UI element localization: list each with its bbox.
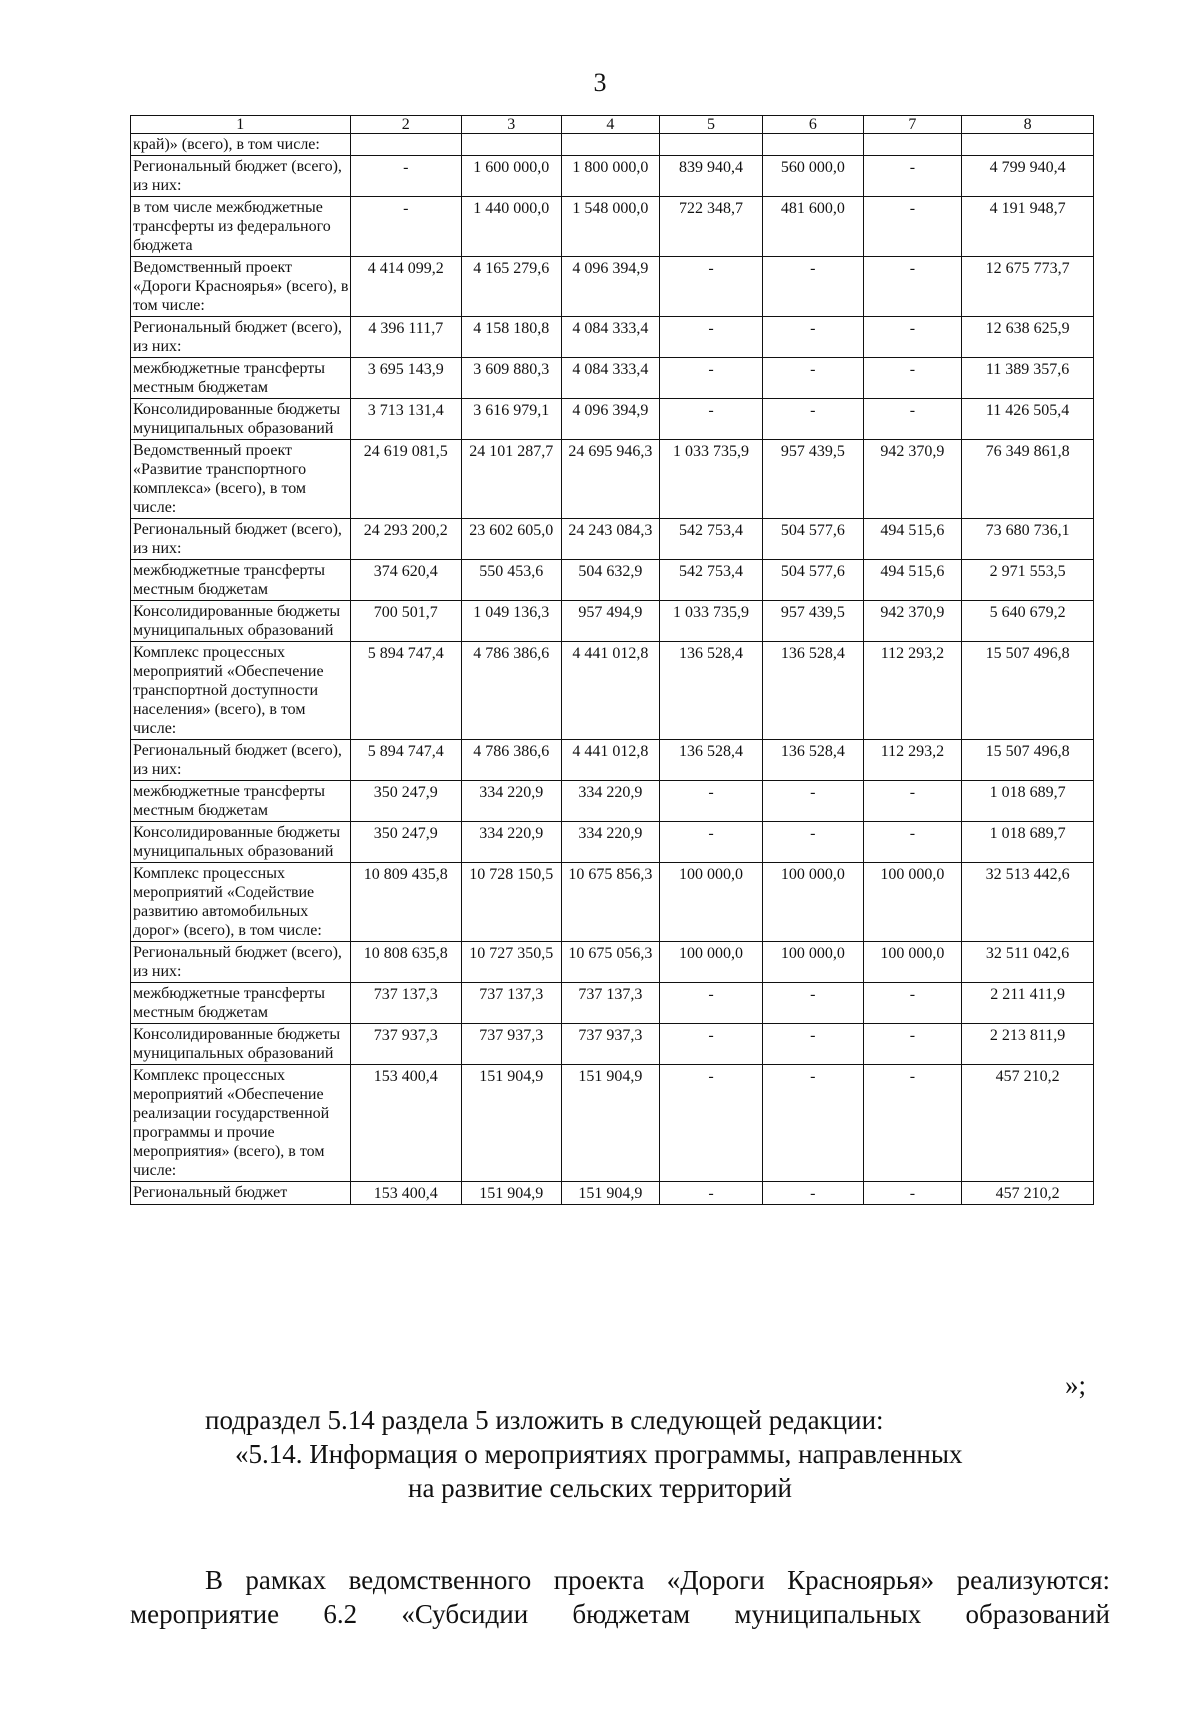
value-cell: - [863, 1182, 962, 1205]
value-cell: 957 439,5 [762, 440, 863, 519]
value-cell: 1 033 735,9 [660, 601, 763, 642]
table-row [131, 399, 1094, 440]
value-cell: 10 808 635,8 [350, 942, 461, 983]
row-label: межбюджетные трансферты местным бюджетам [131, 560, 351, 601]
value-cell: 3 616 979,1 [461, 399, 561, 440]
budget-table [130, 115, 1094, 1205]
value-cell: 1 049 136,3 [461, 601, 561, 642]
value-cell: 942 370,9 [863, 440, 962, 519]
value-cell: 5 894 747,4 [350, 642, 461, 740]
value-cell: 5 640 679,2 [962, 601, 1094, 642]
table-row [131, 942, 1094, 983]
value-cell: 4 441 012,8 [561, 642, 660, 740]
value-cell: 722 348,7 [660, 197, 763, 257]
row-label: Ведомственный проект «Дороги Красноярья» (всего), в том числе: [131, 257, 351, 317]
value-cell: 112 293,2 [863, 642, 962, 740]
value-cell: 100 000,0 [660, 863, 763, 942]
value-cell: 15 507 496,8 [962, 642, 1094, 740]
value-cell: - [863, 822, 962, 863]
value-cell: - [762, 822, 863, 863]
value-cell: 737 137,3 [461, 983, 561, 1024]
value-cell: 374 620,4 [350, 560, 461, 601]
value-cell: 12 675 773,7 [962, 257, 1094, 317]
table-header-row [131, 116, 1094, 134]
value-cell: 737 137,3 [561, 983, 660, 1024]
value-cell: - [762, 983, 863, 1024]
row-label: межбюджетные трансферты местным бюджетам [131, 358, 351, 399]
value-cell: 504 632,9 [561, 560, 660, 601]
value-cell: 957 439,5 [762, 601, 863, 642]
value-cell: 76 349 861,8 [962, 440, 1094, 519]
value-cell: - [660, 1065, 763, 1182]
value-cell: - [762, 1182, 863, 1205]
row-label: Региональный бюджет (всего), из них: [131, 942, 351, 983]
value-cell [863, 134, 962, 156]
row-label: Региональный бюджет (всего), из них: [131, 317, 351, 358]
value-cell: 11 389 357,6 [962, 358, 1094, 399]
value-cell [461, 134, 561, 156]
column-header: 7 [863, 116, 962, 134]
row-label: край)» (всего), в том числе: [131, 134, 351, 156]
table-row [131, 317, 1094, 358]
row-label: межбюджетные трансферты местным бюджетам [131, 983, 351, 1024]
value-cell: - [762, 257, 863, 317]
value-cell: - [660, 358, 763, 399]
value-cell: 1 800 000,0 [561, 156, 660, 197]
column-header: 8 [962, 116, 1094, 134]
value-cell: 73 680 736,1 [962, 519, 1094, 560]
value-cell: 4 799 940,4 [962, 156, 1094, 197]
value-cell: 100 000,0 [762, 942, 863, 983]
column-header: 1 [131, 116, 351, 134]
value-cell: 2 213 811,9 [962, 1024, 1094, 1065]
value-cell: 2 211 411,9 [962, 983, 1094, 1024]
value-cell: 481 600,0 [762, 197, 863, 257]
table-row [131, 1024, 1094, 1065]
value-cell: 457 210,2 [962, 1065, 1094, 1182]
value-cell: - [863, 781, 962, 822]
row-label: Региональный бюджет (всего), из них: [131, 519, 351, 560]
table-row [131, 1065, 1094, 1182]
table-row [131, 519, 1094, 560]
value-cell: 151 904,9 [561, 1182, 660, 1205]
value-cell: 151 904,9 [461, 1182, 561, 1205]
row-label: Региональный бюджет (всего), из них: [131, 740, 351, 781]
table-row [131, 642, 1094, 740]
value-cell: - [660, 1182, 763, 1205]
value-cell: - [863, 156, 962, 197]
paragraph-line-1: В рамках ведомственного проекта «Дороги Красноярья» реализуются: [205, 1565, 1110, 1595]
value-cell: 24 101 287,7 [461, 440, 561, 519]
value-cell: 4 158 180,8 [461, 317, 561, 358]
value-cell: 4 414 099,2 [350, 257, 461, 317]
value-cell [762, 134, 863, 156]
value-cell: - [863, 399, 962, 440]
column-header: 4 [561, 116, 660, 134]
value-cell: - [762, 1024, 863, 1065]
value-cell: - [863, 358, 962, 399]
page-number: 3 [593, 68, 607, 97]
value-cell: 700 501,7 [350, 601, 461, 642]
column-header: 2 [350, 116, 461, 134]
table-row [131, 440, 1094, 519]
table-row [131, 740, 1094, 781]
value-cell: 3 713 131,4 [350, 399, 461, 440]
value-cell: 957 494,9 [561, 601, 660, 642]
value-cell: - [350, 156, 461, 197]
value-cell: 24 293 200,2 [350, 519, 461, 560]
value-cell [350, 134, 461, 156]
closing-quote: »; [1065, 1370, 1087, 1400]
value-cell [561, 134, 660, 156]
value-cell: 24 243 084,3 [561, 519, 660, 560]
value-cell: 1 548 000,0 [561, 197, 660, 257]
value-cell: 100 000,0 [863, 942, 962, 983]
value-cell: 839 940,4 [660, 156, 763, 197]
value-cell: 4 441 012,8 [561, 740, 660, 781]
value-cell: - [660, 983, 763, 1024]
paragraph-line-2: мероприятие 6.2 «Субсидии бюджетам муниципальных образований [130, 1599, 1110, 1629]
value-cell: 151 904,9 [461, 1065, 561, 1182]
value-cell: 4 096 394,9 [561, 399, 660, 440]
value-cell: 4 084 333,4 [561, 358, 660, 399]
row-label: межбюджетные трансферты местным бюджетам [131, 781, 351, 822]
value-cell: 4 191 948,7 [962, 197, 1094, 257]
value-cell: 737 137,3 [350, 983, 461, 1024]
table-row [131, 781, 1094, 822]
row-label: Консолидированные бюджеты муниципальных образований [131, 601, 351, 642]
value-cell: - [863, 983, 962, 1024]
value-cell: 4 084 333,4 [561, 317, 660, 358]
value-cell: - [660, 317, 763, 358]
table-row [131, 257, 1094, 317]
value-cell: 24 695 946,3 [561, 440, 660, 519]
value-cell [962, 134, 1094, 156]
row-label: Консолидированные бюджеты муниципальных образований [131, 1024, 351, 1065]
row-label: Региональный бюджет (всего), из них: [131, 156, 351, 197]
column-header: 5 [660, 116, 763, 134]
value-cell: 10 675 856,3 [561, 863, 660, 942]
column-header: 3 [461, 116, 561, 134]
value-cell: 151 904,9 [561, 1065, 660, 1182]
value-cell: 542 753,4 [660, 519, 763, 560]
value-cell: - [660, 399, 763, 440]
value-cell: 136 528,4 [660, 740, 763, 781]
row-label: Комплекс процессных мероприятий «Содействие развитию автомобильных дорог» (всего), в том числе: [131, 863, 351, 942]
value-cell: 136 528,4 [762, 740, 863, 781]
value-cell: 12 638 625,9 [962, 317, 1094, 358]
row-label: в том числе межбюджетные трансферты из федерального бюджета [131, 197, 351, 257]
table-row [131, 822, 1094, 863]
value-cell: 2 971 553,5 [962, 560, 1094, 601]
value-cell: 10 727 350,5 [461, 942, 561, 983]
value-cell: 457 210,2 [962, 1182, 1094, 1205]
row-label: Консолидированные бюджеты муниципальных образований [131, 399, 351, 440]
table-row [131, 134, 1094, 156]
row-label: Ведомственный проект «Развитие транспортного комплекса» (всего), в том числе: [131, 440, 351, 519]
table-row [131, 197, 1094, 257]
value-cell: 1 018 689,7 [962, 781, 1094, 822]
value-cell: 504 577,6 [762, 560, 863, 601]
value-cell: 5 894 747,4 [350, 740, 461, 781]
value-cell: - [762, 358, 863, 399]
value-cell: 4 396 111,7 [350, 317, 461, 358]
value-cell: 942 370,9 [863, 601, 962, 642]
section-title-line-2: на развитие сельских территорий [408, 1473, 792, 1503]
value-cell: 15 507 496,8 [962, 740, 1094, 781]
value-cell: 494 515,6 [863, 560, 962, 601]
value-cell: 334 220,9 [461, 781, 561, 822]
value-cell: 11 426 505,4 [962, 399, 1094, 440]
value-cell: 737 937,3 [461, 1024, 561, 1065]
value-cell: - [762, 399, 863, 440]
value-cell: 10 809 435,8 [350, 863, 461, 942]
value-cell: 1 440 000,0 [461, 197, 561, 257]
value-cell: 350 247,9 [350, 781, 461, 822]
column-header: 6 [762, 116, 863, 134]
section-title-line-1: «5.14. Информация о мероприятиях программы, направленных [235, 1439, 963, 1469]
row-label: Комплекс процессных мероприятий «Обеспечение реализации государственной программы и прочие мероприятия» (всего), в том числе: [131, 1065, 351, 1182]
value-cell: 334 220,9 [461, 822, 561, 863]
table-row [131, 156, 1094, 197]
value-cell: 100 000,0 [762, 863, 863, 942]
value-cell: 550 453,6 [461, 560, 561, 601]
value-cell: 737 937,3 [350, 1024, 461, 1065]
row-label: Консолидированные бюджеты муниципальных образований [131, 822, 351, 863]
value-cell: 4 786 386,6 [461, 740, 561, 781]
value-cell: 3 609 880,3 [461, 358, 561, 399]
value-cell: 10 675 056,3 [561, 942, 660, 983]
value-cell: 153 400,4 [350, 1182, 461, 1205]
value-cell: 100 000,0 [863, 863, 962, 942]
amendment-line: подраздел 5.14 раздела 5 изложить в следующей редакции: [205, 1405, 884, 1435]
value-cell: 4 096 394,9 [561, 257, 660, 317]
value-cell: 560 000,0 [762, 156, 863, 197]
table-row [131, 601, 1094, 642]
value-cell: 504 577,6 [762, 519, 863, 560]
value-cell: - [660, 257, 763, 317]
value-cell: 136 528,4 [762, 642, 863, 740]
value-cell: 3 695 143,9 [350, 358, 461, 399]
value-cell: - [762, 317, 863, 358]
value-cell: - [863, 1065, 962, 1182]
value-cell: - [660, 781, 763, 822]
row-label: Комплекс процессных мероприятий «Обеспечение транспортной доступности населения» (всего), в том числе: [131, 642, 351, 740]
value-cell: 334 220,9 [561, 822, 660, 863]
value-cell: 4 165 279,6 [461, 257, 561, 317]
value-cell: 1 033 735,9 [660, 440, 763, 519]
value-cell: 23 602 605,0 [461, 519, 561, 560]
value-cell: - [660, 1024, 763, 1065]
value-cell: 1 018 689,7 [962, 822, 1094, 863]
value-cell: - [660, 822, 763, 863]
value-cell: - [863, 257, 962, 317]
value-cell: 32 511 042,6 [962, 942, 1094, 983]
value-cell: 10 728 150,5 [461, 863, 561, 942]
value-cell: - [350, 197, 461, 257]
value-cell: 153 400,4 [350, 1065, 461, 1182]
value-cell: 494 515,6 [863, 519, 962, 560]
value-cell: 24 619 081,5 [350, 440, 461, 519]
table-row [131, 358, 1094, 399]
value-cell [660, 134, 763, 156]
value-cell: - [762, 781, 863, 822]
value-cell: - [863, 317, 962, 358]
table-row [131, 983, 1094, 1024]
value-cell: 737 937,3 [561, 1024, 660, 1065]
table-row [131, 1182, 1094, 1205]
value-cell: 4 786 386,6 [461, 642, 561, 740]
value-cell: 32 513 442,6 [962, 863, 1094, 942]
value-cell: - [863, 1024, 962, 1065]
value-cell: 350 247,9 [350, 822, 461, 863]
value-cell: 112 293,2 [863, 740, 962, 781]
table-row [131, 560, 1094, 601]
row-label: Региональный бюджет [131, 1182, 351, 1205]
value-cell: 100 000,0 [660, 942, 763, 983]
value-cell: 136 528,4 [660, 642, 763, 740]
value-cell: - [863, 197, 962, 257]
value-cell: - [762, 1065, 863, 1182]
value-cell: 334 220,9 [561, 781, 660, 822]
table-row [131, 863, 1094, 942]
value-cell: 1 600 000,0 [461, 156, 561, 197]
value-cell: 542 753,4 [660, 560, 763, 601]
